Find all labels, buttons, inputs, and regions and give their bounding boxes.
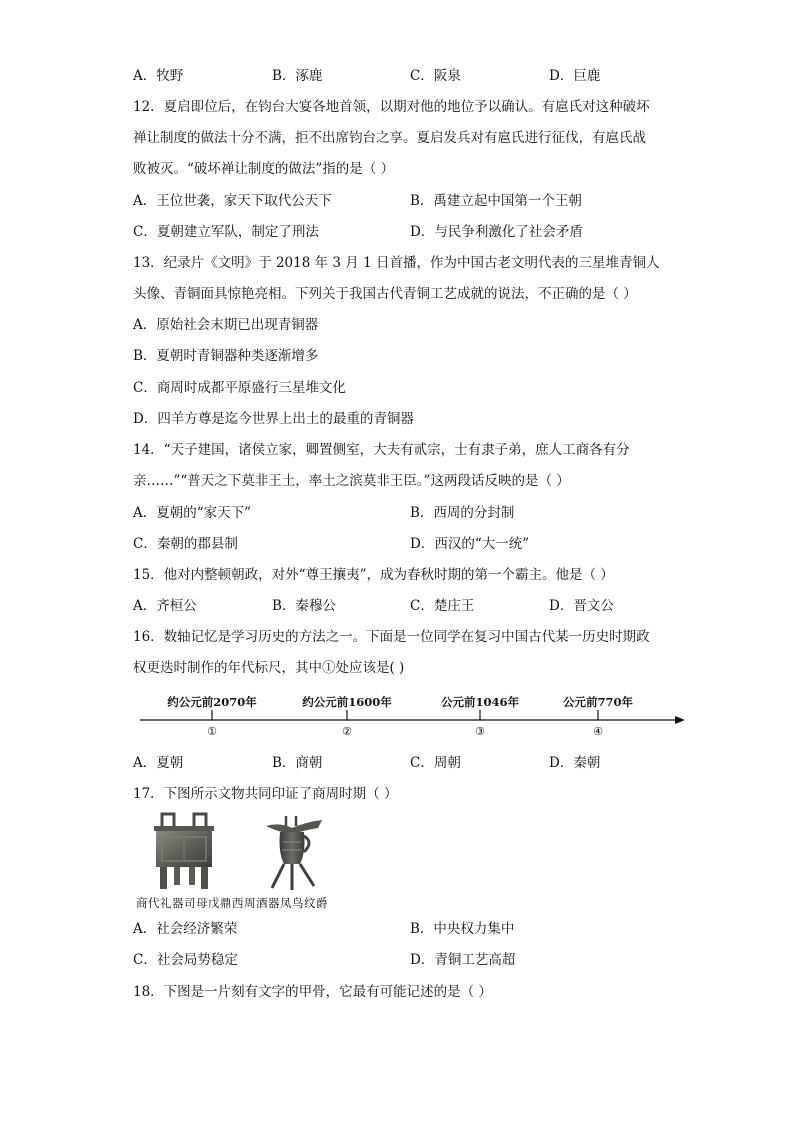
q15-option-c: C．楚庄王 <box>410 598 475 614</box>
q14-stem-line-2: 亲……”“普天之下莫非王土，率土之滨莫非王臣。”这两段话反映的是（ ） <box>133 473 570 489</box>
timeline-ruler <box>140 690 690 740</box>
q13-option-d: D．四羊方尊是迄今世界上出土的最重的青铜器 <box>133 411 414 427</box>
q17-option-b: B．中央权力集中 <box>410 921 515 937</box>
timeline-mark-3: ③ <box>475 725 485 738</box>
q11-option-d: D．巨鹿 <box>549 68 601 84</box>
q12-stem-line-3: 败被灭。“破坏禅让制度的做法”指的是（ ） <box>133 161 395 177</box>
q11-option-a: A．牧野 <box>133 68 184 84</box>
q13-stem-line-2: 头像、青铜面具惊艳亮相。下列关于我国古代青铜工艺成就的说法，不正确的是（ ） <box>133 286 637 302</box>
q12-stem-line-2: 禅让制度的做法十分不满，拒不出席钧台之享。夏启发兵对有扈氏进行征伐，有扈氏战 <box>133 130 646 146</box>
q15-option-d: D．晋文公 <box>549 598 614 614</box>
timeline-label-4: 公元前770年 <box>562 695 634 709</box>
fengniao-jue-image <box>262 812 326 892</box>
q12-option-a: A．王位世袭，家天下取代公天下 <box>133 193 332 209</box>
q16-option-d: D．秦朝 <box>549 755 601 771</box>
q15-option-a: A．齐桓公 <box>133 598 197 614</box>
timeline-mark-2: ② <box>342 725 352 738</box>
q13-option-b: B．夏朝时青铜器种类逐渐增多 <box>133 348 319 364</box>
q17-option-a: A．社会经济繁荣 <box>133 921 238 937</box>
q11-option-b: B．涿鹿 <box>272 68 323 84</box>
q13-option-c: C．商周时成都平原盛行三星堆文化 <box>133 380 346 396</box>
timeline-arrow-head <box>675 716 685 724</box>
q13-option-a: A．原始社会末期已出现青铜器 <box>133 317 319 333</box>
timeline-mark-1: ① <box>207 725 217 738</box>
q12-stem-line-1: 12．夏启即位后，在钧台大宴各地首领，以期对他的地位予以确认。有扈氏对这种破坏 <box>133 99 650 115</box>
timeline-label-2: 约公元前1600年 <box>302 695 392 709</box>
q16-option-c: C．周朝 <box>410 755 461 771</box>
q11-option-c: C．阪泉 <box>410 68 461 84</box>
timeline-label-3: 公元前1046年 <box>440 695 520 709</box>
q16-option-a: A．夏朝 <box>133 755 184 771</box>
q17-option-d: D．青铜工艺高超 <box>410 952 516 968</box>
q13-stem-line-1: 13．纪录片《文明》于 2018 年 3 月 1 日首播，作为中国古老文明代表的三星堆青铜人 <box>133 255 660 271</box>
q12-option-d: D．与民争利激化了社会矛盾 <box>410 224 583 240</box>
q14-option-d: D．西汉的“大一统” <box>410 536 530 552</box>
timeline-mark-4: ④ <box>593 725 603 738</box>
q14-option-a: A．夏朝的“家天下” <box>133 505 252 521</box>
q12-option-c: C．夏朝建立军队，制定了刑法 <box>133 224 319 240</box>
q17-image-caption: 商代礼器司母戊鼎西周酒器凤鸟纹爵 <box>136 896 328 910</box>
q14-option-c: C．秦朝的郡县制 <box>133 536 238 552</box>
q18-stem-line-1: 18．下图是一片刻有文字的甲骨，它最有可能记述的是（ ） <box>133 984 492 1000</box>
q15-option-b: B．秦穆公 <box>272 598 336 614</box>
q12-option-b: B．禹建立起中国第一个王朝 <box>410 193 582 209</box>
q16-stem-line-1: 16．数轴记忆是学习历史的方法之一。下面是一位同学在复习中国古代某一历史时期政 <box>133 629 650 645</box>
q14-option-b: B．西周的分封制 <box>410 505 515 521</box>
q16-option-b: B．商朝 <box>272 755 323 771</box>
q16-stem-line-2: 权更迭时制作的年代标尺，其中①处应该是( ) <box>133 660 405 676</box>
timeline-label-1: 约公元前2070年 <box>167 695 257 709</box>
q14-stem-line-1: 14．“天子建国，诸侯立家，卿置侧室，大夫有贰宗，士有隶子弟，庶人工商各有分 <box>133 442 630 458</box>
q17-option-c: C．社会局势稳定 <box>133 952 238 968</box>
simuwu-ding-image <box>148 812 220 892</box>
q15-stem-line-1: 15．他对内整顿朝政，对外“尊王攘夷”，成为春秋时期的第一个霸主。他是（ ） <box>133 567 614 583</box>
q17-stem-line-1: 17．下图所示文物共同印证了商周时期（ ） <box>133 786 398 802</box>
